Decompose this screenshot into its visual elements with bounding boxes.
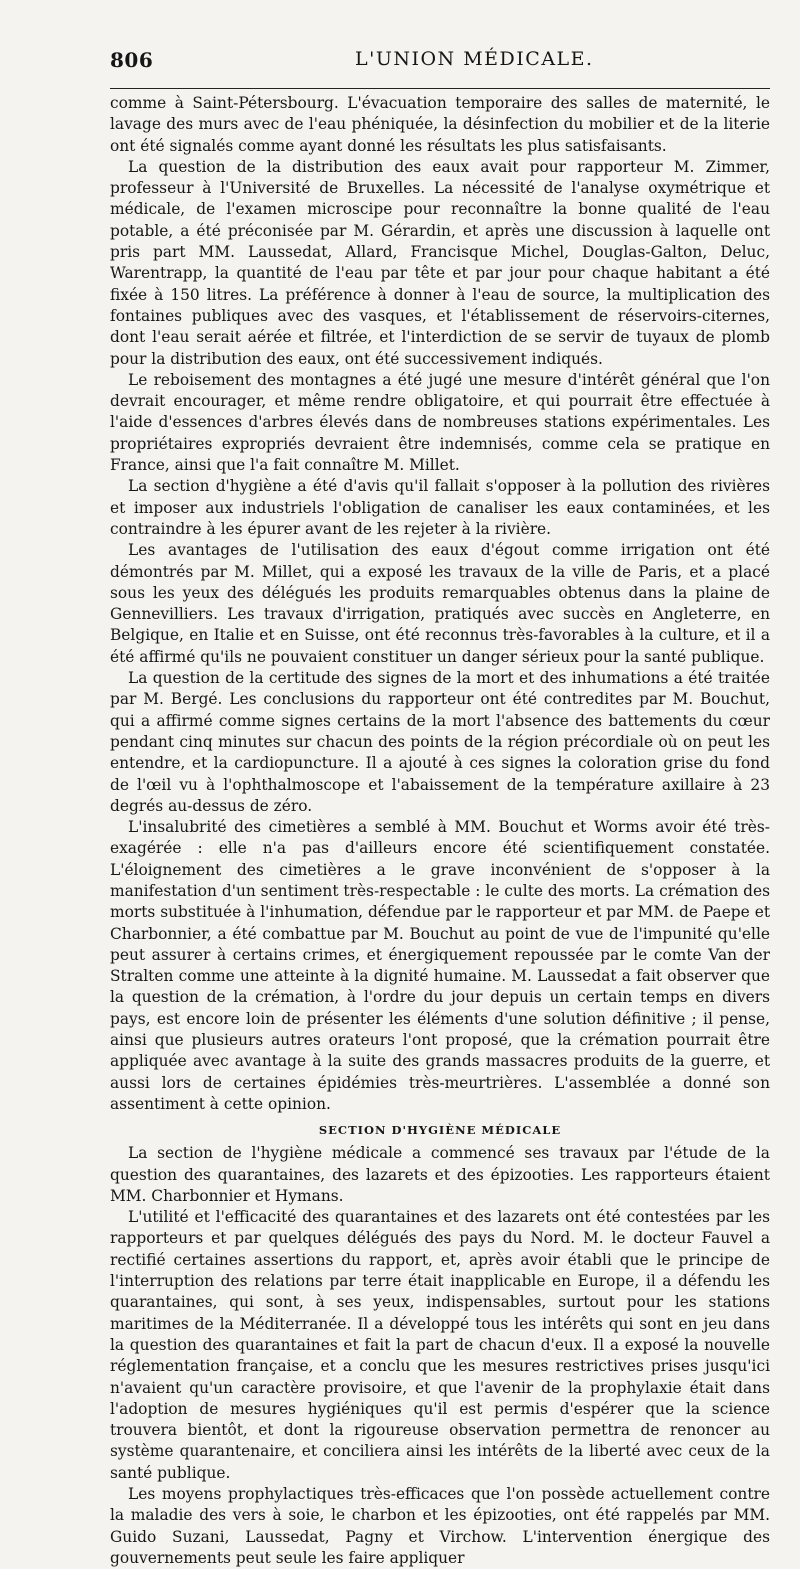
paragraph: Le reboisement des montagnes a été jugé une mesure d'intérêt général que l'on devrait encourager, et même rendre obligatoire, et qui pourrait être effectuée à l'aide d'essences d'arbres élevés dans de nombreuses stations expérimentales. Les propriétaires expropriés devraient être indemnisés, comme cela se pratique en France, ainsi que l'a fait connaître M. Millet. bbox=[110, 370, 770, 475]
page-number: 806 bbox=[110, 48, 154, 72]
paragraph: L'utilité et l'efficacité des quarantaines et des lazarets ont été contestées par les rapporteurs et par quelques délégués des pays du Nord. M. le docteur Fauvel a rectifié certaines assertions du rapport, et, après avoir établi que le principe de l'interruption des relations par terre était inapplicable en Europe, il a défendu les quarantaines, qui sont, à ses yeux, indispensables, surtout pour les stations maritimes de la Méditerranée. Il a développé tous les intérêts qui sont en jeu dans la question des quarantaines et fait la part de chacun d'eux. Il a exposé la nouvelle réglementation française, et a conclu que les mesures restrictives prises jusqu'ici n'avaient qu'un caractère provisoire, et que l'avenir de la prophylaxie était dans l'adoption de mesures hygiéniques qu'il est permis d'espérer que la science trouvera bientôt, et dont la rigoureuse observation permettra de renoncer au système quarantenaire, et concilierа ainsi les intérêts de la liberté avec ceux de la santé publique. bbox=[110, 1208, 770, 1482]
body-text bbox=[110, 93, 770, 1569]
paragraph: Les moyens prophylactiques très-efficaces que l'on possède actuellement contre la maladie des vers à soie, le charbon et les épizooties, ont été rappelés par MM. Guido Suzani, Laussedat, Pagny et Virchow. L'intervention énergique des gouvernements peut seule les faire appliquer bbox=[110, 1485, 770, 1567]
paragraph: comme à Saint-Pétersbourg. L'évacuation temporaire des salles de maternité, le lavage des murs avec de l'eau phéniquée, la désinfection du mobilier et de la literie ont été signalés comme ayant donné les résultats les plus satisfaisants. bbox=[110, 94, 770, 155]
paragraph: La question de la certitude des signes de la mort et des inhumations a été traitée par M. Bergé. Les conclusions du rapporteur ont été contredites par M. Bouchut, qui a affirmé comme signes certains de la mort l'absence des battements du cœur pendant cinq minutes sur chacun des points de la région précordiale où on peut les entendre, et la cardiopuncture. Il a ajouté à ces signes la coloration grise du fond de l'œil vu à l'ophthalmoscope et l'abaissement de la température axillaire à 23 degrés au-dessus de zéro. bbox=[110, 669, 770, 815]
paragraph: L'insalubrité des cimetières a semblé à MM. Bouchut et Worms avoir été très-exagérée : elle n'a pas d'ailleurs encore été scientifiquement constatée. L'éloignement des cimetières a le grave inconvénient de s'opposer à la manifestation d'un sentiment très-respectable : le culte des morts. La crémation des morts substituée à l'inhumation, défendue par le rapporteur et par MM. de Paepe et Charbonnier, a été combattue par M. Bouchut au point de vue de l'impunité qu'elle peut assurer à certains crimes, et énergiquement repoussée par le comte Van der Stralten comme une atteinte à la dignité humaine. M. Laussedat a fait observer que la question de la crémation, à l'ordre du jour depuis un certain temps en divers pays, est encore loin de présenter les éléments d'une solution définitive ; il pense, ainsi que plusieurs autres orateurs l'ont proposé, que la crémation pourrait être appliquée avec avantage à la suite des grands massacres produits de la guerre, et aussi lors de certaines épidémies très-meurtrières. L'assemblée a donné son assentiment à cette opinion. bbox=[110, 818, 770, 1113]
running-title: L'UNION MÉDICALE. bbox=[355, 48, 594, 70]
paragraph: La question de la distribution des eaux avait pour rapporteur M. Zimmer, professeur à l'Université de Bruxelles. La nécessité de l'analyse oxymétrique et médicale, de l'examen microscipe pour reconnaître la bonne qualité de l'eau potable, a été préconisée par M. Gérardin, et après une discussion à laquelle ont pris part MM. Laussedat, Allard, Francisque Michel, Douglas-Galton, Deluc, Warentrapp, la quantité de l'eau par tête et par jour pour chaque habitant a été fixée à 150 litres. La préférence à donner à l'eau de source, la multiplication des fontaines publiques avec des vasques, et l'établissement de réservoirs-citernes, dont l'eau serait aérée et filtrée, et l'interdiction de se servir de tuyaux de plomb pour la distribution des eaux, ont été successivement indiqués. bbox=[110, 157, 770, 368]
header-rule bbox=[110, 88, 770, 89]
paragraph: La section d'hygiène a été d'avis qu'il fallait s'opposer à la pollution des rivières et imposer aux industriels l'obligation de canaliser les eaux contaminées, et les contraindre à les épurer avant de les rejeter à la rivière. bbox=[110, 477, 770, 538]
paragraph: Les avantages de l'utilisation des eaux d'égout comme irrigation ont été démontrés par M. Millet, qui a exposé les travaux de la ville de Paris, et a placé sous les yeux des délégués les produits remarquables obtenus dans la plaine de Gennevilliers. Les travaux d'irrigation, pratiqués avec succès en Angleterre, en Belgique, en Italie et en Suisse, ont été reconnus très-favorables à la culture, et il a été affirmé qu'ils ne pouvaient constituer un danger sérieux pour la santé publique. bbox=[110, 541, 770, 666]
page-header bbox=[110, 44, 770, 82]
section-heading: SECTION D'HYGIÈNE MÉDICALE bbox=[318, 1123, 562, 1138]
paragraph: La section de l'hygiène médicale a commencé ses travaux par l'étude de la question des quarantaines, des lazarets et des épizooties. Les rapporteurs étaient MM. Charbonnier et Hymans. bbox=[110, 1144, 770, 1205]
